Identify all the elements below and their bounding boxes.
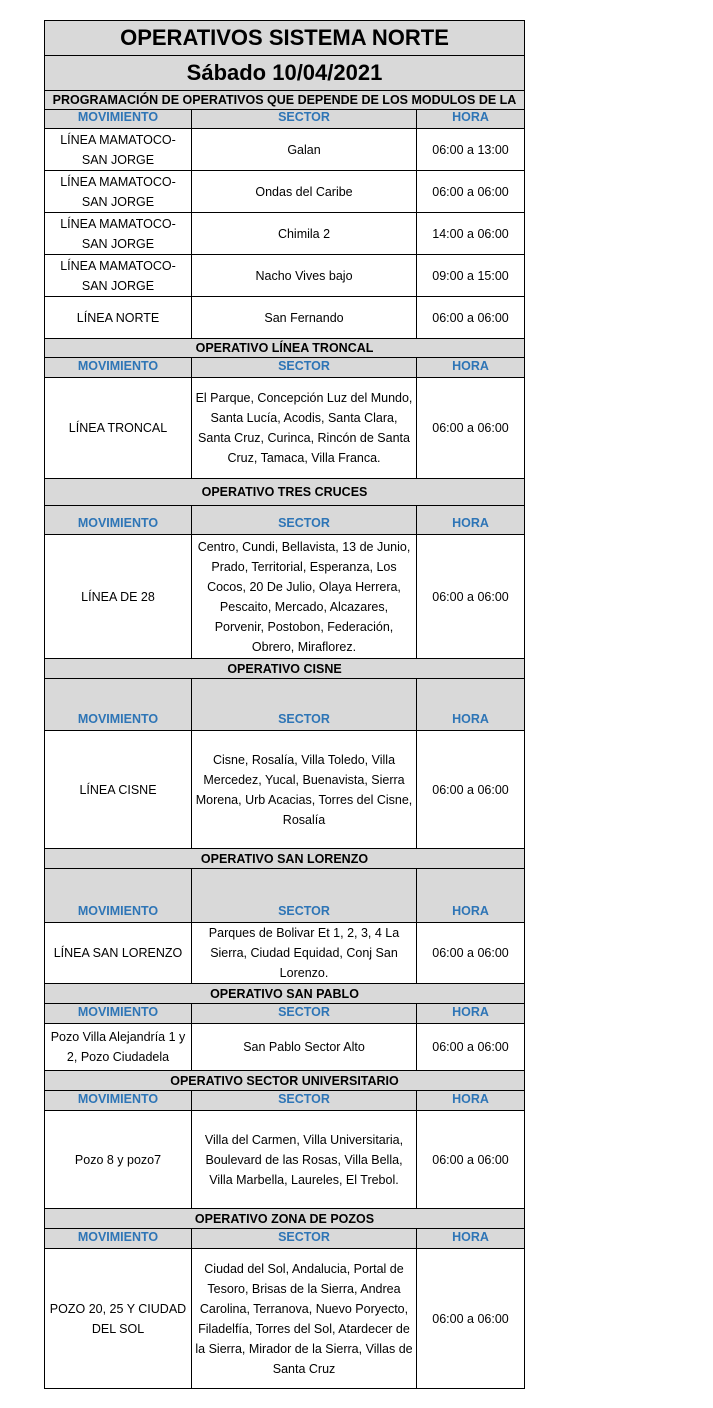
- hora-cell: 06:00 a 06:00: [417, 1249, 525, 1389]
- hora-cell: 06:00 a 06:00: [417, 297, 525, 339]
- column-header-row: [45, 1229, 525, 1249]
- hora-cell: 06:00 a 06:00: [417, 1111, 525, 1209]
- table-row: [45, 171, 525, 213]
- header-movimiento: MOVIMIENTO: [45, 1229, 192, 1249]
- sector-cell: Parques de Bolivar Et 1, 2, 3, 4 La Sierra, Ciudad Equidad, Conj San Lorenzo.: [192, 923, 417, 984]
- sector-cell: Chimila 2: [192, 213, 417, 255]
- column-header-row: [45, 110, 525, 129]
- header-hora: HORA: [417, 1091, 525, 1111]
- column-header-row: [45, 358, 525, 378]
- sector-cell: Nacho Vives bajo: [192, 255, 417, 297]
- table-row: [45, 297, 525, 339]
- table-row: [45, 378, 525, 479]
- sector-cell: Centro, Cundi, Bellavista, 13 de Junio, Prado, Territorial, Esperanza, Los Cocos, 20 De Julio, Olaya Herrera, Pescaito, Mercado, Alcazares, Porvenir, Postobon, Federación, Obrero, Miraflorez.: [192, 535, 417, 659]
- sector-cell: Cisne, Rosalía, Villa Toledo, Villa Mercedez, Yucal, Buenavista, Sierra Morena, Urb Acacias, Torres del Cisne, Rosalía: [192, 731, 417, 849]
- sector-cell: Villa del Carmen, Villa Universitaria, Boulevard de las Rosas, Villa Bella, Villa Marbella, Laureles, El Trebol.: [192, 1111, 417, 1209]
- operativos-table: [44, 20, 525, 1389]
- hora-cell: 09:00 a 15:00: [417, 255, 525, 297]
- column-header-row: [45, 679, 525, 731]
- header-sector: SECTOR: [192, 506, 417, 535]
- hora-cell: 06:00 a 06:00: [417, 535, 525, 659]
- hora-cell: 14:00 a 06:00: [417, 213, 525, 255]
- header-sector: SECTOR: [192, 110, 417, 129]
- document-title: OPERATIVOS SISTEMA NORTE: [45, 21, 525, 56]
- header-movimiento: MOVIMIENTO: [45, 869, 192, 923]
- sector-cell: San Pablo Sector Alto: [192, 1024, 417, 1071]
- header-hora: HORA: [417, 679, 525, 731]
- table-row: [45, 923, 525, 984]
- header-movimiento: MOVIMIENTO: [45, 679, 192, 731]
- hora-cell: 06:00 a 13:00: [417, 129, 525, 171]
- table-row: [45, 1249, 525, 1389]
- movimiento-cell: LÍNEA MAMATOCO-SAN JORGE: [45, 171, 192, 213]
- header-movimiento: MOVIMIENTO: [45, 358, 192, 378]
- header-hora: HORA: [417, 506, 525, 535]
- movimiento-cell: Pozo Villa Alejandría 1 y 2, Pozo Ciudadela: [45, 1024, 192, 1071]
- header-movimiento: MOVIMIENTO: [45, 110, 192, 129]
- column-header-row: [45, 869, 525, 923]
- table-row: [45, 1024, 525, 1071]
- header-hora: HORA: [417, 1229, 525, 1249]
- sector-cell: San Fernando: [192, 297, 417, 339]
- movimiento-cell: POZO 20, 25 Y CIUDAD DEL SOL: [45, 1249, 192, 1389]
- section-title: OPERATIVO SECTOR UNIVERSITARIO: [45, 1071, 525, 1091]
- movimiento-cell: LÍNEA MAMATOCO-SAN JORGE: [45, 129, 192, 171]
- sector-cell: Ciudad del Sol, Andalucia, Portal de Tesoro, Brisas de la Sierra, Andrea Carolina, Terranova, Nuevo Poryecto, Filadelfía, Torres del Sol, Atardecer de la Sierra, Mirador de la Sierra, Villas de Santa Cruz: [192, 1249, 417, 1389]
- header-sector: SECTOR: [192, 1091, 417, 1111]
- hora-cell: 06:00 a 06:00: [417, 923, 525, 984]
- header-sector: SECTOR: [192, 679, 417, 731]
- table-row: [45, 255, 525, 297]
- document-date: Sábado 10/04/2021: [45, 56, 525, 91]
- movimiento-cell: LÍNEA MAMATOCO-SAN JORGE: [45, 255, 192, 297]
- header-sector: SECTOR: [192, 1229, 417, 1249]
- section-title: OPERATIVO TRES CRUCES: [45, 479, 525, 506]
- header-sector: SECTOR: [192, 358, 417, 378]
- movimiento-cell: LÍNEA DE 28: [45, 535, 192, 659]
- table-row: [45, 731, 525, 849]
- section-title: OPERATIVO CISNE: [45, 659, 525, 679]
- movimiento-cell: LÍNEA TRONCAL: [45, 378, 192, 479]
- movimiento-cell: LÍNEA NORTE: [45, 297, 192, 339]
- section-title: OPERATIVO LÍNEA TRONCAL: [45, 339, 525, 358]
- sector-cell: Ondas del Caribe: [192, 171, 417, 213]
- header-hora: HORA: [417, 110, 525, 129]
- table-row: [45, 1111, 525, 1209]
- hora-cell: 06:00 a 06:00: [417, 1024, 525, 1071]
- header-sector: SECTOR: [192, 1004, 417, 1024]
- movimiento-cell: LÍNEA CISNE: [45, 731, 192, 849]
- section-title: OPERATIVO ZONA DE POZOS: [45, 1209, 525, 1229]
- movimiento-cell: LÍNEA SAN LORENZO: [45, 923, 192, 984]
- header-hora: HORA: [417, 1004, 525, 1024]
- section-title: OPERATIVO SAN PABLO: [45, 984, 525, 1004]
- hora-cell: 06:00 a 06:00: [417, 731, 525, 849]
- header-movimiento: MOVIMIENTO: [45, 1091, 192, 1111]
- column-header-row: [45, 1004, 525, 1024]
- column-header-row: [45, 506, 525, 535]
- sector-cell: El Parque, Concepción Luz del Mundo, Santa Lucía, Acodis, Santa Clara, Santa Cruz, Curinca, Rincón de Santa Cruz, Tamaca, Villa Franca.: [192, 378, 417, 479]
- movimiento-cell: LÍNEA MAMATOCO-SAN JORGE: [45, 213, 192, 255]
- header-hora: HORA: [417, 358, 525, 378]
- header-movimiento: MOVIMIENTO: [45, 506, 192, 535]
- hora-cell: 06:00 a 06:00: [417, 171, 525, 213]
- sector-cell: Galan: [192, 129, 417, 171]
- header-movimiento: MOVIMIENTO: [45, 1004, 192, 1024]
- header-hora: HORA: [417, 869, 525, 923]
- section-title: PROGRAMACIÓN DE OPERATIVOS QUE DEPENDE DE LOS MODULOS DE LA: [45, 91, 525, 110]
- table-row: [45, 129, 525, 171]
- movimiento-cell: Pozo 8 y pozo7: [45, 1111, 192, 1209]
- table-row: [45, 213, 525, 255]
- hora-cell: 06:00 a 06:00: [417, 378, 525, 479]
- table-row: [45, 535, 525, 659]
- column-header-row: [45, 1091, 525, 1111]
- header-sector: SECTOR: [192, 869, 417, 923]
- section-title: OPERATIVO SAN LORENZO: [45, 849, 525, 869]
